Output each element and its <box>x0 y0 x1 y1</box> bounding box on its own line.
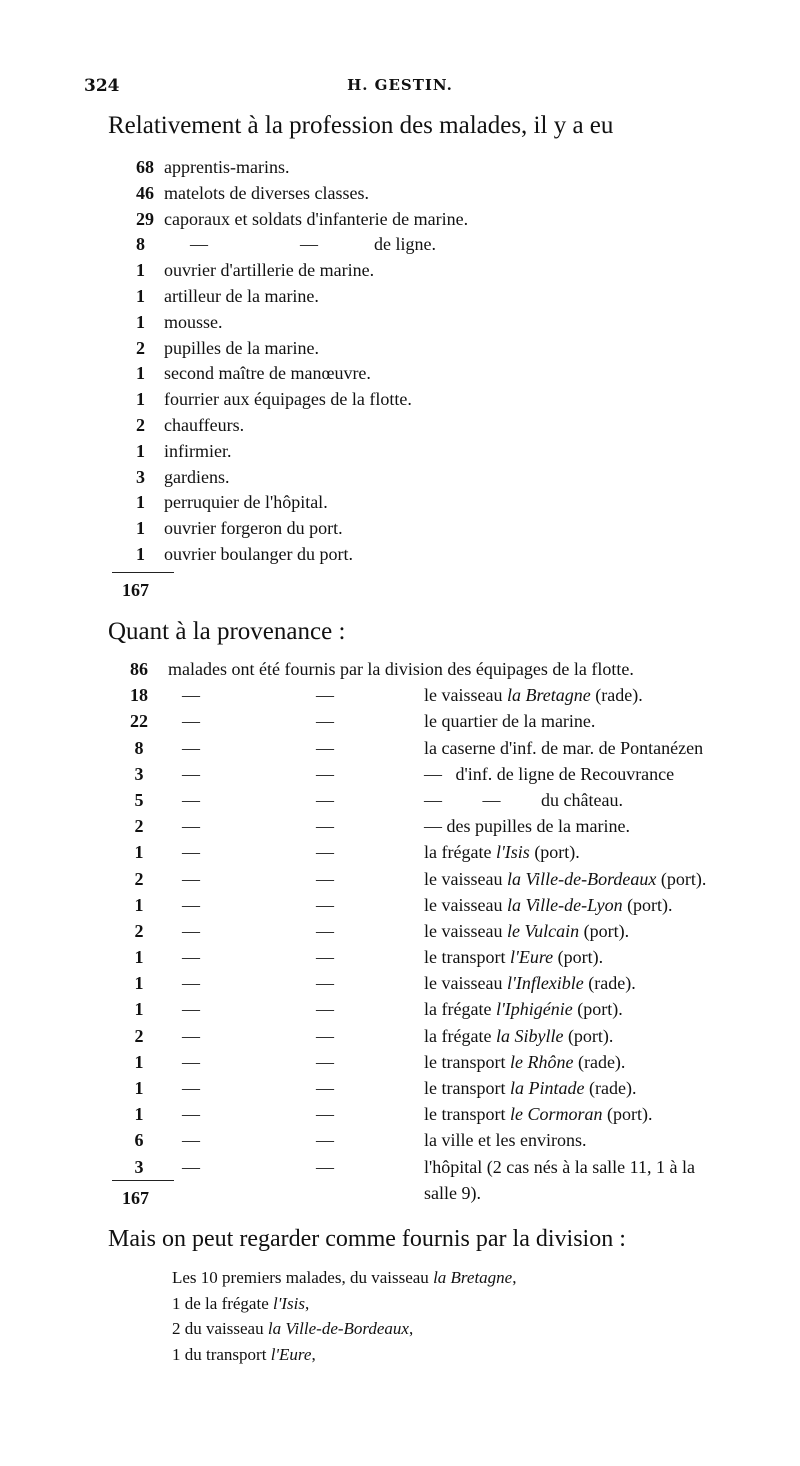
ditto-mark: — <box>182 1051 200 1072</box>
item-count: 2 <box>134 816 144 837</box>
source-text: le transport <box>424 947 510 968</box>
item-source <box>424 892 673 918</box>
ditto-mark: — <box>182 763 200 784</box>
list-item <box>118 1075 788 1101</box>
source-text: — — du château. <box>424 789 623 810</box>
ditto-mark: — <box>316 1025 334 1046</box>
item-source <box>424 1023 613 1049</box>
list-item <box>118 181 718 207</box>
item-text: second maître de manœuvre. <box>164 363 371 384</box>
ditto-mark: — <box>316 763 334 784</box>
provenance-total: 167 <box>122 1188 149 1208</box>
source-suffix: (port). <box>622 894 673 915</box>
item-text: chauffeurs. <box>164 414 245 435</box>
list-item <box>118 970 788 996</box>
source-text: la frégate <box>424 842 496 863</box>
ship-name: la Ville-de-Lyon <box>506 894 623 915</box>
item-text: 1 du transport <box>172 1344 271 1364</box>
division-heading: Mais on peut regarder comme fournis par la division : <box>108 1226 626 1252</box>
list-item <box>118 708 788 734</box>
item-count: 5 <box>134 789 144 810</box>
source-suffix: (port). <box>529 842 580 863</box>
item-count: 1 <box>136 440 145 461</box>
item-count: 1 <box>136 543 145 564</box>
ship-name: la Sibylle <box>495 1025 564 1046</box>
item-count: 1 <box>134 1104 144 1125</box>
ship-name: l'Eure <box>509 947 554 968</box>
item-count: 1 <box>134 1078 144 1098</box>
ship-name: le Rhône <box>509 1051 574 1072</box>
source-text: — d'inf. de ligne de Recouvrance <box>424 763 675 784</box>
item-source <box>424 918 629 944</box>
list-item <box>118 761 788 787</box>
item-text: infirmier. <box>164 440 232 461</box>
ditto-mark: — <box>316 894 334 915</box>
ditto-mark: — <box>316 947 334 968</box>
ship-name: le Cormoran <box>509 1104 603 1125</box>
source-text: la ville et les environs. <box>424 1130 587 1151</box>
list-item <box>118 516 718 542</box>
ditto-mark: — <box>316 711 334 732</box>
list-item <box>118 284 718 310</box>
item-source <box>424 944 603 970</box>
ship-name: l'Iphigénie <box>495 999 573 1020</box>
ditto-mark: — <box>182 842 200 863</box>
item-source <box>424 1180 481 1206</box>
item-source <box>424 970 636 996</box>
item-source <box>424 1075 636 1101</box>
item-text: ouvrier forgeron du port. <box>164 518 343 539</box>
ditto-mark: — <box>182 973 200 994</box>
list-item <box>118 1154 788 1180</box>
item-text: perruquier de l'hôpital. <box>164 492 328 513</box>
item-source <box>168 656 634 682</box>
ditto-mark: — <box>182 685 200 706</box>
item-text: artilleur de la marine. <box>164 285 319 306</box>
item-source <box>424 1127 586 1153</box>
profession-list <box>118 155 718 568</box>
list-item <box>118 656 788 682</box>
item-count: 1 <box>136 518 145 539</box>
page-header <box>0 76 800 100</box>
source-suffix: (port). <box>553 947 604 968</box>
item-suffix: , <box>408 1319 414 1338</box>
ship-name: l'Inflexible <box>506 973 584 994</box>
profession-total: 167 <box>122 580 149 600</box>
item-count: 1 <box>136 389 145 410</box>
item-count: 2 <box>136 337 145 358</box>
division-list <box>172 1265 772 1367</box>
ditto-mark: — <box>182 868 200 889</box>
item-count: 2 <box>134 868 144 889</box>
ship-name: la Bretagne <box>433 1268 513 1287</box>
list-item <box>118 413 718 439</box>
source-suffix: (port). <box>572 999 623 1020</box>
item-source <box>424 708 595 734</box>
list-item <box>118 1101 788 1127</box>
list-item <box>118 1180 788 1206</box>
ditto-mark: — <box>316 685 334 706</box>
ship-name: l'Isis <box>273 1293 305 1313</box>
item-text: caporaux et soldats d'infanterie de marine. <box>164 208 469 229</box>
ditto-mark: — <box>182 1130 200 1151</box>
list-item <box>118 207 718 233</box>
ditto-mark: — <box>316 999 334 1020</box>
item-count: 1 <box>136 285 145 306</box>
list-item <box>118 232 718 258</box>
source-suffix: (rade). <box>584 1078 637 1098</box>
source-suffix: (port). <box>579 920 630 941</box>
item-text: 1 de la frégate <box>172 1293 273 1313</box>
source-suffix: (port). <box>563 1025 614 1046</box>
item-source <box>424 1049 625 1075</box>
provenance-list <box>118 656 788 1206</box>
source-text: la frégate <box>424 1025 496 1046</box>
list-item <box>118 918 788 944</box>
source-suffix: (port). <box>602 1104 653 1125</box>
ditto-mark: — <box>316 737 334 758</box>
item-count: 2 <box>134 1025 144 1046</box>
item-count: 2 <box>134 920 144 941</box>
list-item <box>118 439 718 465</box>
ship-name: la Ville-de-Bordeaux <box>267 1319 409 1338</box>
item-count: 86 <box>130 659 148 679</box>
item-text: gardiens. <box>164 466 230 487</box>
item-count: 1 <box>136 492 145 513</box>
list-item <box>118 258 718 284</box>
item-source <box>424 1154 695 1180</box>
source-text: la frégate <box>424 999 496 1020</box>
ditto-mark: — <box>182 1104 200 1125</box>
source-text: le vaisseau <box>424 685 507 706</box>
item-suffix: , <box>311 1344 316 1364</box>
item-source <box>424 866 706 892</box>
list-item <box>118 1023 788 1049</box>
source-suffix: (rade). <box>573 1051 626 1072</box>
item-count: 8 <box>136 234 145 255</box>
total-rule <box>112 572 174 573</box>
item-count: 1 <box>134 973 144 994</box>
list-item <box>118 996 788 1022</box>
list-item <box>172 1342 772 1368</box>
ditto-mark: — <box>300 234 318 255</box>
list-item <box>118 735 788 761</box>
ditto-mark: — <box>182 894 200 915</box>
item-count: 2 <box>136 414 145 435</box>
ditto-mark: — <box>190 234 208 255</box>
item-count: 1 <box>134 947 144 968</box>
item-text: apprentis-marins. <box>164 157 290 177</box>
list-item <box>118 813 788 839</box>
list-item <box>118 944 788 970</box>
list-item <box>118 892 788 918</box>
item-text: matelots de diverses classes. <box>164 182 369 203</box>
ditto-mark: — <box>182 1078 200 1098</box>
item-count: 1 <box>136 260 145 281</box>
ditto-mark: — <box>316 868 334 889</box>
item-source <box>424 1101 652 1127</box>
ditto-mark: — <box>182 999 200 1020</box>
ditto-mark: — <box>182 816 200 837</box>
item-text: ouvrier d'artillerie de marine. <box>164 260 375 281</box>
page-number: 324 <box>84 76 120 96</box>
list-item <box>172 1316 772 1342</box>
ditto-mark: — <box>316 1104 334 1125</box>
ditto-mark: — <box>316 1156 334 1177</box>
ditto-mark: — <box>182 1156 200 1177</box>
source-text: le transport <box>424 1078 510 1098</box>
total-rule <box>112 1180 174 1181</box>
ship-name: la Pintade <box>509 1078 585 1098</box>
ditto-mark: — <box>182 947 200 968</box>
list-item <box>118 155 718 181</box>
list-item <box>172 1291 772 1317</box>
source-suffix: (rade). <box>590 685 643 706</box>
ship-name: la Bretagne <box>506 685 591 706</box>
source-text: — des pupilles de la marine. <box>424 816 630 837</box>
list-item <box>118 682 788 708</box>
item-count: 1 <box>134 999 144 1020</box>
item-text: pupilles de la marine. <box>164 337 319 358</box>
ditto-mark: — <box>182 789 200 810</box>
list-item <box>118 866 788 892</box>
ditto-mark: — <box>316 1078 334 1098</box>
item-count: 3 <box>134 1156 144 1177</box>
item-count: 8 <box>134 737 144 758</box>
ditto-mark: — <box>182 737 200 758</box>
source-text: le quartier de la marine. <box>424 711 596 732</box>
item-source <box>424 813 630 839</box>
list-item <box>118 490 718 516</box>
profession-heading: Relativement à la profession des malades, il y a eu <box>108 112 614 139</box>
item-source <box>424 761 674 787</box>
source-suffix: (rade). <box>583 973 636 994</box>
item-text: 2 du vaisseau <box>172 1319 268 1338</box>
source-text: la caserne d'inf. de mar. de Pontanézen <box>424 737 704 758</box>
item-count: 3 <box>136 466 145 487</box>
item-count: 1 <box>136 311 145 332</box>
item-count: 68 <box>136 157 154 177</box>
item-count: 1 <box>134 894 144 915</box>
ditto-mark: — <box>316 1051 334 1072</box>
running-title: H. GESTIN. <box>347 76 453 94</box>
ditto-mark: — <box>182 711 200 732</box>
item-text: mousse. <box>164 311 223 332</box>
source-text: le transport <box>424 1051 510 1072</box>
list-item <box>118 310 718 336</box>
item-source <box>424 787 623 813</box>
ditto-mark: — <box>182 1025 200 1046</box>
list-item <box>118 839 788 865</box>
ship-name: le Vulcain <box>506 920 580 941</box>
item-source <box>424 682 643 708</box>
source-suffix: (port). <box>656 868 707 889</box>
source-text: le vaisseau <box>424 920 507 941</box>
source-text: le vaisseau <box>424 973 507 994</box>
item-count: 1 <box>136 363 145 384</box>
ditto-mark: — <box>316 1130 334 1151</box>
list-item <box>172 1265 772 1291</box>
item-count: 22 <box>130 711 148 732</box>
item-text: Les 10 premiers malades, du vaisseau <box>172 1268 434 1287</box>
list-item <box>118 1049 788 1075</box>
list-item <box>118 336 718 362</box>
ship-name: la Ville-de-Bordeaux <box>506 868 657 889</box>
list-item <box>118 465 718 491</box>
item-suffix: , <box>512 1268 517 1287</box>
ditto-mark: — <box>316 789 334 810</box>
source-text: l'hôpital (2 cas nés à la salle 11, 1 à la <box>424 1156 695 1177</box>
list-item <box>118 387 718 413</box>
item-source <box>424 839 580 865</box>
item-count: 3 <box>134 763 144 784</box>
ship-name: l'Eure <box>270 1344 312 1364</box>
item-count: 46 <box>136 182 154 203</box>
ditto-mark: — <box>316 973 334 994</box>
item-count: 1 <box>134 1051 144 1072</box>
ditto-mark: — <box>182 920 200 941</box>
list-item <box>118 361 718 387</box>
item-text: ouvrier boulanger du port. <box>164 543 353 564</box>
item-source <box>424 735 703 761</box>
list-item <box>118 787 788 813</box>
item-count: 6 <box>134 1130 144 1151</box>
source-text: le vaisseau <box>424 868 507 889</box>
item-source <box>424 996 623 1022</box>
source-text: le transport <box>424 1104 510 1125</box>
list-item <box>118 542 718 568</box>
ship-name: l'Isis <box>495 842 530 863</box>
source-text: le vaisseau <box>424 894 507 915</box>
ditto-mark: — <box>316 816 334 837</box>
item-text: de ligne. <box>374 234 436 255</box>
ditto-mark: — <box>316 920 334 941</box>
item-suffix: , <box>304 1293 310 1313</box>
item-count: 18 <box>130 685 148 706</box>
source-text: malades ont été fournis par la division des équipages de la flotte. <box>168 659 634 679</box>
source-text: salle 9). <box>424 1182 481 1203</box>
ditto-mark: — <box>316 842 334 863</box>
list-item <box>118 1127 788 1153</box>
item-count: 29 <box>136 208 154 229</box>
item-count: 1 <box>134 842 144 863</box>
item-text: fourrier aux équipages de la flotte. <box>164 389 412 410</box>
provenance-heading: Quant à la provenance : <box>108 618 346 645</box>
